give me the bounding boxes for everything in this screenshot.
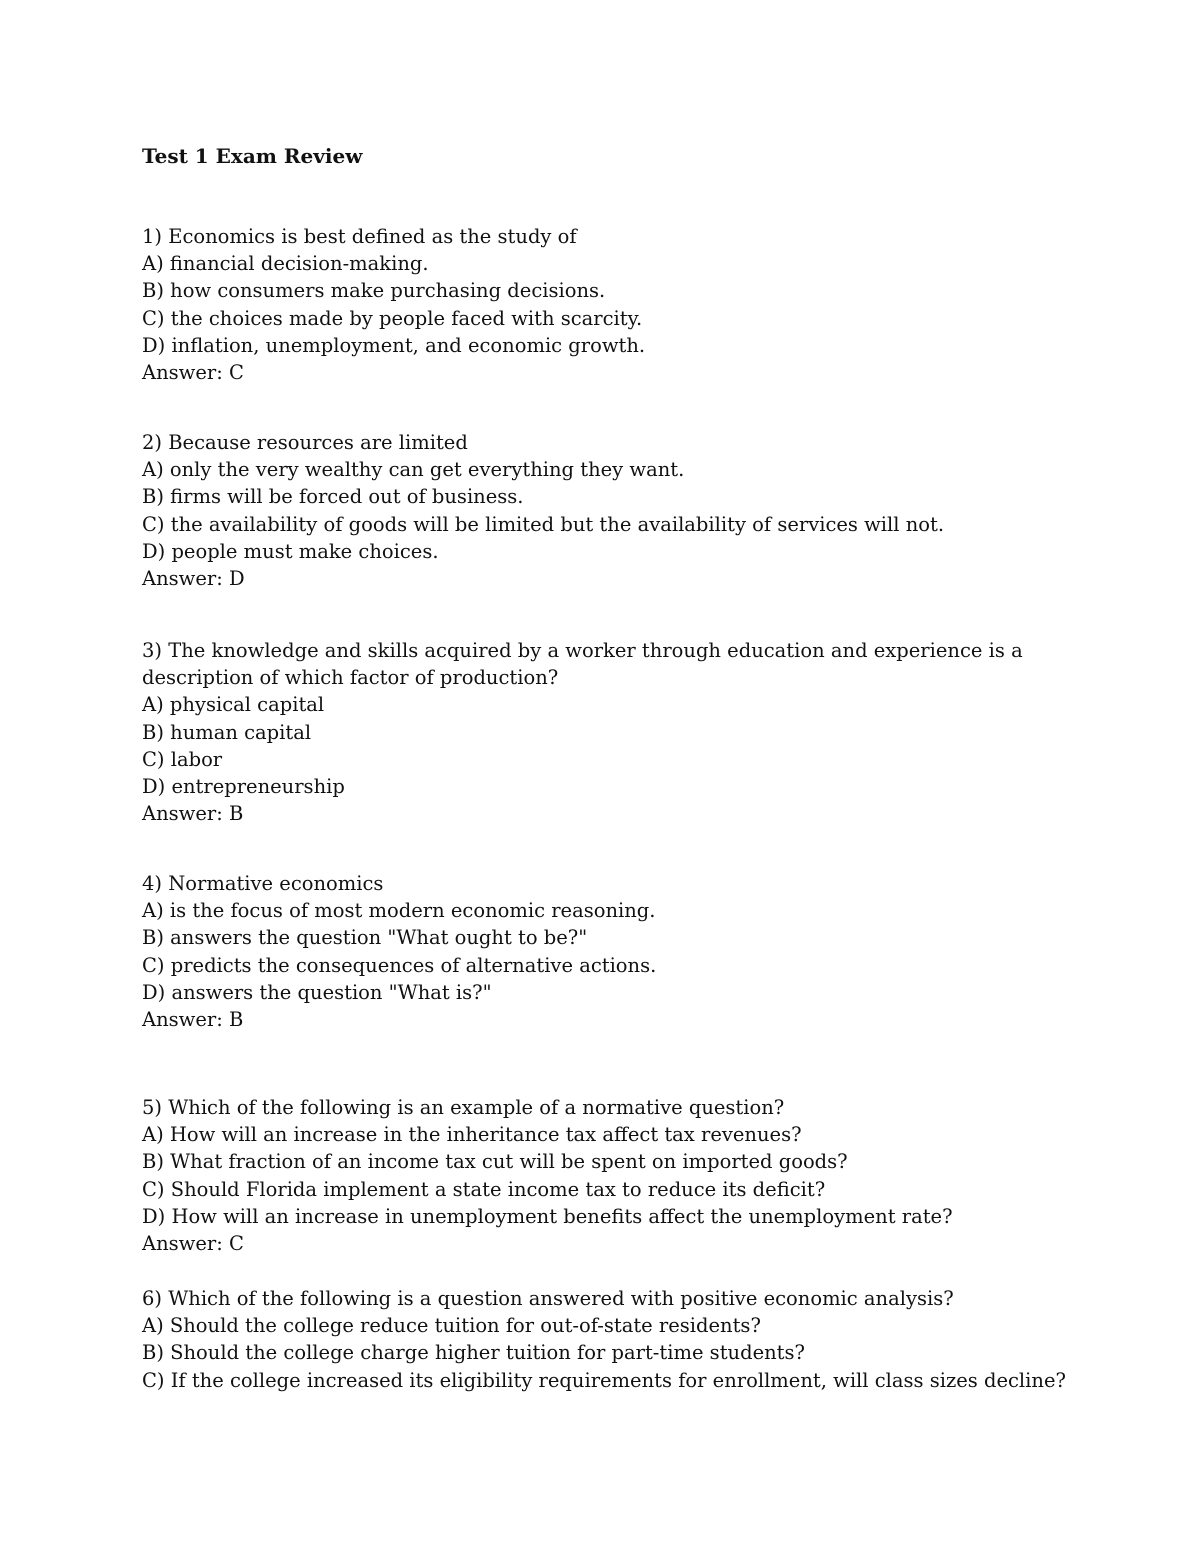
question-2-option-c: C) the availability of goods will be limited but the availability of services will not. <box>142 512 945 536</box>
question-3 <box>142 637 1082 827</box>
question-3-stem-line-2: description of which factor of production? <box>142 666 559 690</box>
question-3-option-a: A) physical capital <box>142 693 325 717</box>
document-title: Test 1 Exam Review <box>142 144 363 168</box>
question-6-option-c: C) If the college increased its eligibility requirements for enrollment, will class sizes decline? <box>142 1368 1066 1392</box>
question-1-option-b: B) how consumers make purchasing decisions. <box>142 279 606 303</box>
question-3-answer: Answer: B <box>142 802 244 826</box>
question-4-option-a: A) is the focus of most modern economic reasoning. <box>142 899 656 923</box>
question-6-option-a: A) Should the college reduce tuition for out-of-state residents? <box>142 1314 761 1338</box>
question-5-option-d: D) How will an increase in unemployment benefits affect the unemployment rate? <box>142 1204 953 1228</box>
question-1-option-d: D) inflation, unemployment, and economic growth. <box>142 333 646 357</box>
question-6-stem: 6) Which of the following is a question answered with positive economic analysis? <box>142 1287 954 1310</box>
question-5-stem: 5) Which of the following is an example of a normative question? <box>142 1096 785 1119</box>
question-4-option-b: B) answers the question "What ought to be?" <box>142 926 588 950</box>
question-2 <box>142 429 1082 592</box>
question-3-option-c: C) labor <box>142 747 223 771</box>
question-5-option-c: C) Should Florida implement a state income tax to reduce its deficit? <box>142 1177 826 1201</box>
question-4 <box>142 870 1082 1033</box>
question-2-option-a: A) only the very wealthy can get everything they want. <box>142 458 685 482</box>
question-4-option-d: D) answers the question "What is?" <box>142 980 492 1004</box>
question-1-option-c: C) the choices made by people faced with scarcity. <box>142 306 643 330</box>
question-3-stem-line-1: 3) The knowledge and skills acquired by a worker through education and experience is a <box>142 639 1023 662</box>
question-3-option-d: D) entrepreneurship <box>142 774 345 798</box>
question-5-option-b: B) What fraction of an income tax cut will be spent on imported goods? <box>142 1150 848 1174</box>
question-6 <box>142 1285 1082 1394</box>
question-1 <box>142 223 1082 386</box>
question-5-option-a: A) How will an increase in the inheritance tax affect tax revenues? <box>142 1123 802 1147</box>
question-4-option-c: C) predicts the consequences of alternative actions. <box>142 953 657 977</box>
question-1-answer: Answer: C <box>142 360 244 384</box>
question-4-answer: Answer: B <box>142 1007 244 1031</box>
question-1-stem: 1) Economics is best defined as the study of <box>142 225 577 248</box>
question-4-stem: 4) Normative economics <box>142 872 384 895</box>
question-5 <box>142 1094 1082 1257</box>
question-5-answer: Answer: C <box>142 1231 244 1255</box>
question-1-option-a: A) financial decision-making. <box>142 252 429 276</box>
question-3-option-b: B) human capital <box>142 720 312 744</box>
question-2-stem: 2) Because resources are limited <box>142 431 468 454</box>
question-6-option-b: B) Should the college charge higher tuition for part-time students? <box>142 1341 805 1365</box>
question-2-answer: Answer: D <box>142 566 245 590</box>
question-2-option-d: D) people must make choices. <box>142 539 439 563</box>
question-2-option-b: B) firms will be forced out of business. <box>142 485 524 509</box>
